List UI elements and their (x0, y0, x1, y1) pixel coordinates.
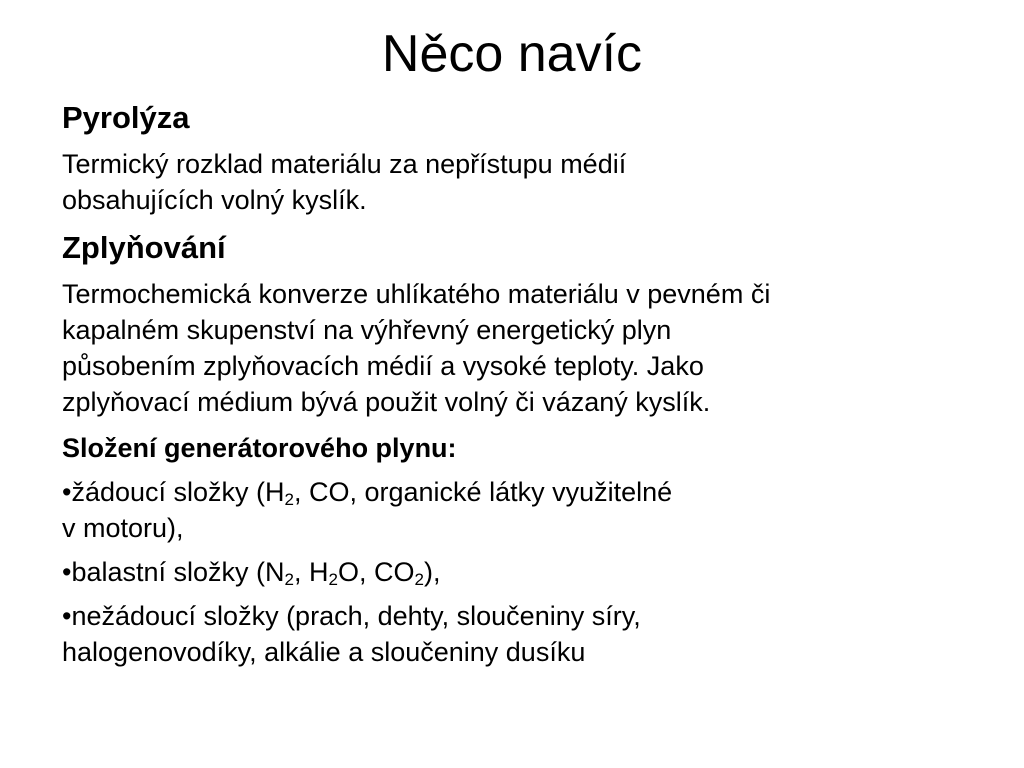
bullet-desirable-components (62, 474, 982, 546)
bullet-desirable-prefix: •žádoucí složky (H (62, 477, 285, 507)
bullet-desirable-line-2: v motoru), (62, 513, 184, 543)
subscript-n2: 2 (284, 570, 294, 589)
bullet-ballast-mid-1: , H (294, 557, 329, 587)
pyrolysis-definition (62, 146, 982, 218)
pyrolysis-line-2: obsahujících volný kyslík. (62, 185, 367, 215)
gasification-line-1: Termochemická konverze uhlíkatého materiálu v pevném či (62, 279, 771, 309)
bullet-undesirable-components (62, 598, 982, 670)
bullet-ballast-prefix: •balastní složky (N (62, 557, 285, 587)
subscript-h2: 2 (284, 490, 294, 509)
subscript-h2o: 2 (328, 570, 338, 589)
gasification-line-2: kapalném skupenství na výhřevný energetický plyn (62, 315, 672, 345)
slide-title: Něco navíc (381, 25, 643, 83)
bullet-desirable-rest: , CO, organické látky využitelné (294, 477, 673, 507)
bullet-ballast-components (62, 554, 982, 590)
pyrolysis-heading: Pyrolýza (62, 100, 190, 135)
pyrolysis-line-1: Termický rozklad materiálu za nepřístupu médií (62, 149, 627, 179)
bullet-desirable-line-1 (62, 474, 982, 510)
gasification-line-3: působením zplyňovacích médií a vysoké teploty. Jako (62, 351, 704, 381)
slide-content (62, 98, 982, 678)
gasification-line-4: zplyňovací médium bývá použit volný či vázaný kyslík. (62, 387, 711, 417)
gasification-definition (62, 276, 982, 420)
bullet-undesirable-line-1: •nežádoucí složky (prach, dehty, sloučeniny síry, (62, 601, 641, 631)
composition-heading: Složení generátorového plynu: (62, 433, 457, 463)
bullet-ballast-mid-2: O, CO (337, 557, 415, 587)
bullet-undesirable-line-2: halogenovodíky, alkálie a sloučeniny dusíku (62, 637, 586, 667)
bullet-ballast-suffix: ), (423, 557, 441, 587)
gasification-heading: Zplyňování (62, 230, 226, 265)
subscript-co2: 2 (414, 570, 424, 589)
